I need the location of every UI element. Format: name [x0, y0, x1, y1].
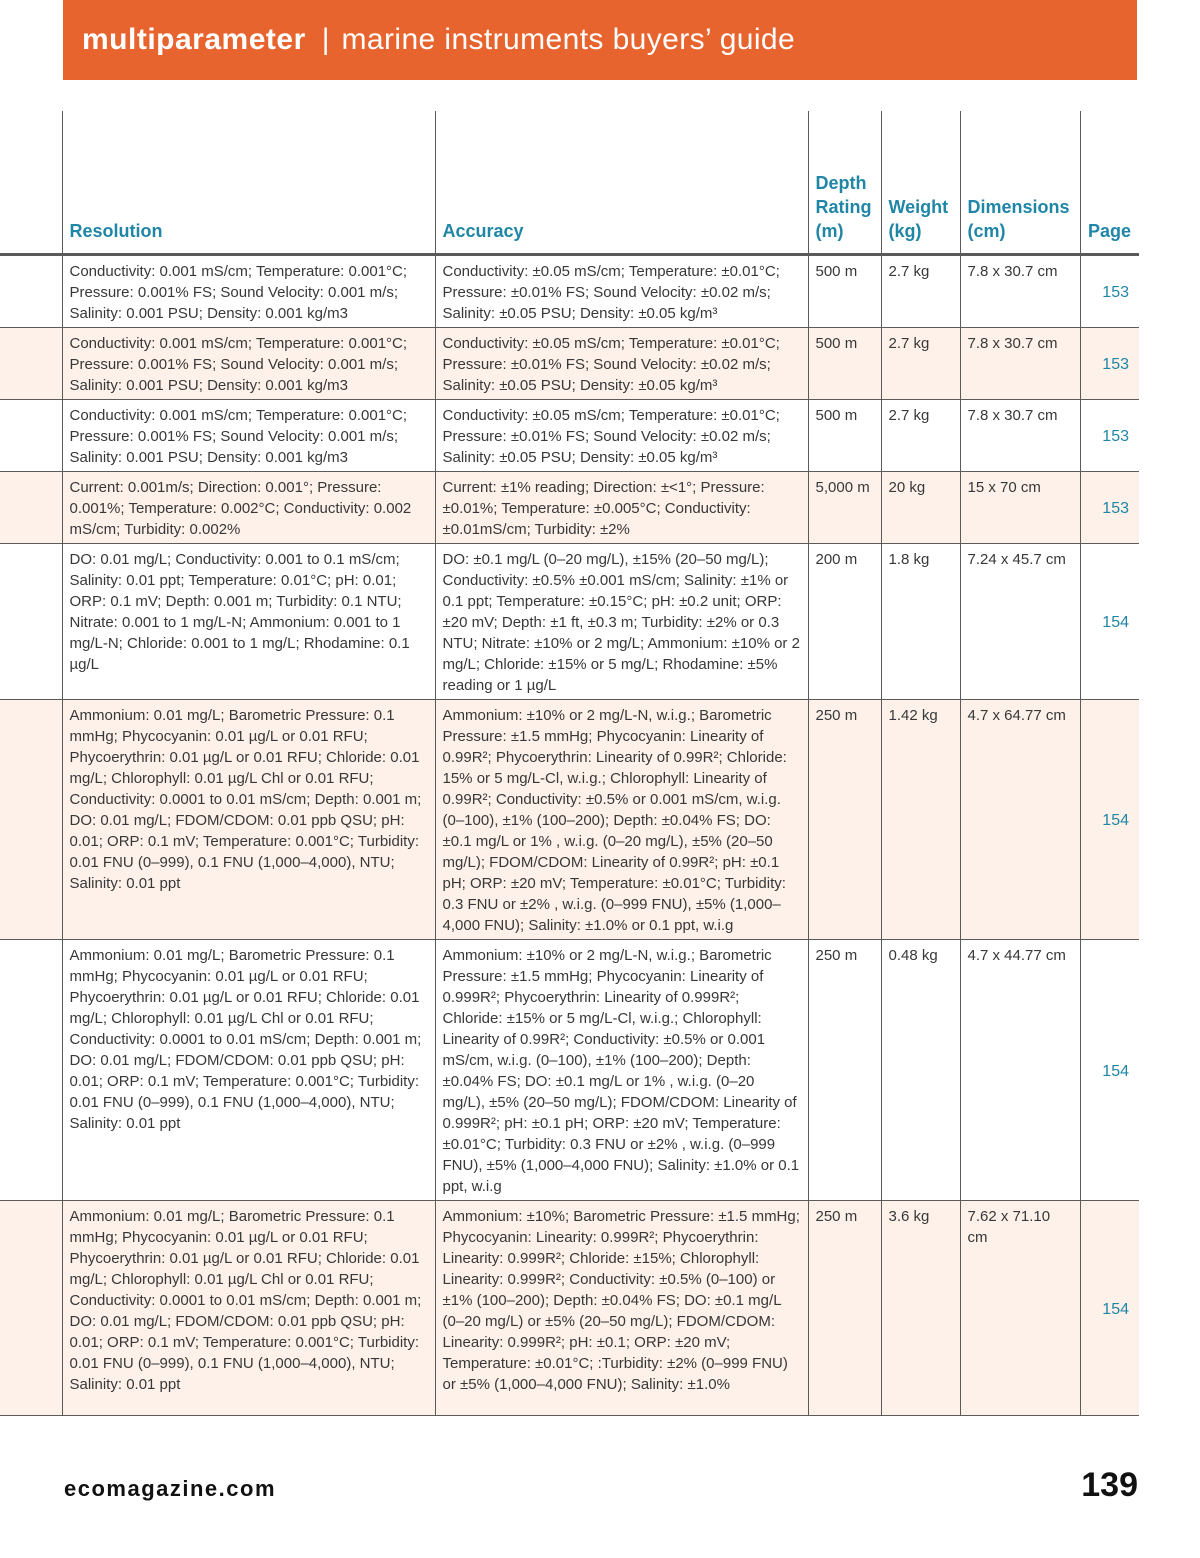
accuracy-cell: DO: ±0.1 mg/L (0–20 mg/L), ±15% (20–50 mg/L); Conductivity: ±0.5% ±0.001 mS/cm; Salinity: ±1% or 0.1 ppt; Temperature: ±0.15°C; pH: ±0.2 unit; ORP: ±20 mV; Depth: ±1 ft, ±0.3 m; Turbidity: ±2% or 0.3 NTU; Nitrate: ±10% or 2 mg/L; Ammonium: ±10% or 2 mg/L; Chloride: ±15% or 5 mg/L; Rhodamine: ±5% reading or 1 µg/L [435, 544, 808, 700]
page-link[interactable]: 154 [1080, 1201, 1139, 1416]
depth-cell: 250 m [808, 1201, 881, 1416]
footer-page-number: 139 [1081, 1466, 1138, 1504]
header-accuracy: Accuracy [435, 111, 808, 255]
header-page: Page [1080, 111, 1139, 255]
weight-cell: 20 kg [881, 472, 960, 544]
row-spacer [0, 472, 62, 544]
accuracy-cell: Ammonium: ±10% or 2 mg/L-N, w.i.g.; Barometric Pressure: ±1.5 mmHg; Phycocyanin: Linearity of 0.99R²; Phycoerythrin: Linearity of 0.99R²; Chloride: 15% or 5 mg/L-Cl, w.i.g.; Chlorophyll: Linearity of 0.99R²; Conductivity: ±0.5% or 0.001 mS/cm, w.i.g. (0–100), ±1% (100–200); Depth: ±0.04% FS; DO: ±0.1 mg/L or 1% , w.i.g. (0–20 mg/L), ±5% (20–50 mg/L); FDOM/CDOM: Linearity of 0.99R²; pH: ±0.1 pH; ORP: ±20 mV; Temperature: ±0.01°C; Turbidity: 0.3 FNU or ±2% , w.i.g. (0–999 FNU), ±5% (1,000–4,000 FNU); Salinity: ±1.0% or 0.1 ppt, w.i.g [435, 700, 808, 940]
dimensions-cell: 15 x 70 cm [960, 472, 1080, 544]
accuracy-cell: Conductivity: ±0.05 mS/cm; Temperature: ±0.01°C; Pressure: ±0.01% FS; Sound Velocity: ±0.02 m/s; Salinity: ±0.05 PSU; Density: ±0.05 kg/m³ [435, 255, 808, 328]
page-link[interactable]: 154 [1080, 700, 1139, 940]
header-dimensions: Dimensions (cm) [960, 111, 1080, 255]
depth-cell: 250 m [808, 940, 881, 1201]
header-resolution: Resolution [62, 111, 435, 255]
table-row [0, 700, 1139, 940]
row-spacer [0, 328, 62, 400]
weight-cell: 2.7 kg [881, 255, 960, 328]
header-weight: Weight (kg) [881, 111, 960, 255]
resolution-cell: Ammonium: 0.01 mg/L; Barometric Pressure: 0.1 mmHg; Phycocyanin: 0.01 µg/L or 0.01 RFU; Phycoerythrin: 0.01 µg/L or 0.01 RFU; Chloride: 0.01 mg/L; Chlorophyll: 0.01 µg/L Chl or 0.01 RFU; Conductivity: 0.0001 to 0.01 mS/cm; Depth: 0.001 m; DO: 0.01 mg/L; FDOM/CDOM: 0.01 ppb QSU; pH: 0.01; ORP: 0.1 mV; Temperature: 0.001°C; Turbidity: 0.01 FNU (0–999), 0.1 FNU (1,000–4,000), NTU; Salinity: 0.01 ppt [62, 1201, 435, 1416]
depth-cell: 200 m [808, 544, 881, 700]
weight-cell: 0.48 kg [881, 940, 960, 1201]
dimensions-cell: 7.8 x 30.7 cm [960, 328, 1080, 400]
page-link[interactable]: 153 [1080, 255, 1139, 328]
accuracy-cell: Conductivity: ±0.05 mS/cm; Temperature: ±0.01°C; Pressure: ±0.01% FS; Sound Velocity: ±0.02 m/s; Salinity: ±0.05 PSU; Density: ±0.05 kg/m³ [435, 400, 808, 472]
table-row [0, 255, 1139, 328]
dimensions-cell: 7.8 x 30.7 cm [960, 400, 1080, 472]
row-spacer [0, 544, 62, 700]
row-spacer [0, 940, 62, 1201]
accuracy-cell: Current: ±1% reading; Direction: ±<1°; Pressure: ±0.01%; Temperature: ±0.005°C; Conductivity: ±0.01mS/cm; Turbidity: ±2% [435, 472, 808, 544]
dimensions-cell: 4.7 x 64.77 cm [960, 700, 1080, 940]
weight-cell: 1.42 kg [881, 700, 960, 940]
table-row [0, 328, 1139, 400]
table-row [0, 1201, 1139, 1416]
resolution-cell: Conductivity: 0.001 mS/cm; Temperature: 0.001°C; Pressure: 0.001% FS; Sound Velocity: 0.001 m/s; Salinity: 0.001 PSU; Density: 0.001 kg/m3 [62, 255, 435, 328]
page-link[interactable]: 154 [1080, 940, 1139, 1201]
resolution-cell: Conductivity: 0.001 mS/cm; Temperature: 0.001°C; Pressure: 0.001% FS; Sound Velocity: 0.001 m/s; Salinity: 0.001 PSU; Density: 0.001 kg/m3 [62, 400, 435, 472]
row-spacer [0, 700, 62, 940]
dimensions-cell: 4.7 x 44.77 cm [960, 940, 1080, 1201]
table-row [0, 544, 1139, 700]
page-link[interactable]: 153 [1080, 328, 1139, 400]
table-row [0, 472, 1139, 544]
resolution-cell: Conductivity: 0.001 mS/cm; Temperature: 0.001°C; Pressure: 0.001% FS; Sound Velocity: 0.001 m/s; Salinity: 0.001 PSU; Density: 0.001 kg/m3 [62, 328, 435, 400]
resolution-cell: DO: 0.01 mg/L; Conductivity: 0.001 to 0.1 mS/cm; Salinity: 0.01 ppt; Temperature: 0.01°C; pH: 0.01; ORP: 0.1 mV; Depth: 0.001 m; Turbidity: 0.1 NTU; Nitrate: 0.001 to 1 mg/L-N; Ammonium: 0.001 to 1 mg/L-N; Chloride: 0.001 to 1 mg/L; Rhodamine: 0.1 µg/L [62, 544, 435, 700]
dimensions-cell: 7.8 x 30.7 cm [960, 255, 1080, 328]
section-name: multiparameter [82, 23, 306, 56]
table-row [0, 940, 1139, 1201]
depth-cell: 500 m [808, 400, 881, 472]
weight-cell: 2.7 kg [881, 400, 960, 472]
resolution-cell: Current: 0.001m/s; Direction: 0.001°; Pressure: 0.001%; Temperature: 0.002°C; Conductivity: 0.002 mS/cm; Turbidity: 0.002% [62, 472, 435, 544]
section-banner [63, 0, 1137, 80]
header-spacer [0, 111, 62, 255]
title-separator: | [321, 23, 330, 56]
accuracy-cell: Ammonium: ±10%; Barometric Pressure: ±1.5 mmHg; Phycocyanin: Linearity: 0.999R²; Phycoerythrin: Linearity: 0.999R²; Chloride: ±15%; Chlorophyll: Linearity: 0.999R²; Conductivity: ±0.5% (0–100) or ±1% (100–200); Depth: ±0.04% FS; DO: ±0.1 mg/L (0–20 mg/L) or ±5% (20–50 mg/L); FDOM/CDOM: Linearity: 0.999R²; pH: ±0.1; ORP: ±20 mV; Temperature: ±0.01°C; :Turbidity: ±2% (0–999 FNU) or ±5% (1,000–4,000 FNU); Salinity: ±1.0% [435, 1201, 808, 1416]
row-spacer [0, 1201, 62, 1416]
guide-title: marine instruments buyers’ guide [341, 23, 796, 56]
resolution-cell: Ammonium: 0.01 mg/L; Barometric Pressure: 0.1 mmHg; Phycocyanin: 0.01 µg/L or 0.01 RFU; Phycoerythrin: 0.01 µg/L or 0.01 RFU; Chloride: 0.01 mg/L; Chlorophyll: 0.01 µg/L Chl or 0.01 RFU; Conductivity: 0.0001 to 0.01 mS/cm; Depth: 0.001 m; DO: 0.01 mg/L; FDOM/CDOM: 0.01 ppb QSU; pH: 0.01; ORP: 0.1 mV; Temperature: 0.001°C; Turbidity: 0.01 FNU (0–999), 0.1 FNU (1,000–4,000), NTU; Salinity: 0.01 ppt [62, 700, 435, 940]
weight-cell: 2.7 kg [881, 328, 960, 400]
weight-cell: 1.8 kg [881, 544, 960, 700]
header-depth-rating: Depth Rating (m) [808, 111, 881, 255]
dimensions-cell: 7.24 x 45.7 cm [960, 544, 1080, 700]
depth-cell: 5,000 m [808, 472, 881, 544]
depth-cell: 250 m [808, 700, 881, 940]
dimensions-cell: 7.62 x 71.10 cm [960, 1201, 1080, 1416]
footer-website[interactable]: ecomagazine.com [64, 1476, 277, 1501]
table-header-row [0, 111, 1139, 255]
row-spacer [0, 255, 62, 328]
accuracy-cell: Conductivity: ±0.05 mS/cm; Temperature: ±0.01°C; Pressure: ±0.01% FS; Sound Velocity: ±0.02 m/s; Salinity: ±0.05 PSU; Density: ±0.05 kg/m³ [435, 328, 808, 400]
page-link[interactable]: 153 [1080, 472, 1139, 544]
depth-cell: 500 m [808, 328, 881, 400]
resolution-cell: Ammonium: 0.01 mg/L; Barometric Pressure: 0.1 mmHg; Phycocyanin: 0.01 µg/L or 0.01 RFU; Phycoerythrin: 0.01 µg/L or 0.01 RFU; Chloride: 0.01 mg/L; Chlorophyll: 0.01 µg/L Chl or 0.01 RFU; Conductivity: 0.0001 to 0.01 mS/cm; Depth: 0.001 m; DO: 0.01 mg/L; FDOM/CDOM: 0.01 ppb QSU; pH: 0.01; ORP: 0.1 mV; Temperature: 0.001°C; Turbidity: 0.01 FNU (0–999), 0.1 FNU (1,000–4,000), NTU; Salinity: 0.01 ppt [62, 940, 435, 1201]
row-spacer [0, 400, 62, 472]
depth-cell: 500 m [808, 255, 881, 328]
page-link[interactable]: 154 [1080, 544, 1139, 700]
accuracy-cell: Ammonium: ±10% or 2 mg/L-N, w.i.g.; Barometric Pressure: ±1.5 mmHg; Phycocyanin: Linearity of 0.999R²; Phycoerythrin: Linearity of 0.999R²; Chloride: ±15% or 5 mg/L-Cl, w.i.g.; Chlorophyll: Linearity of 0.99R²; Conductivity: ±0.5% or 0.001 mS/cm, w.i.g. (0–100), ±1% (100–200); Depth: ±0.04% FS; DO: ±0.1 mg/L or 1% , w.i.g. (0–20 mg/L), ±5% (20–50 mg/L); FDOM/CDOM: Linearity of 0.999R²; pH: ±0.1 pH; ORP: ±20 mV; Temperature: ±0.01°C; Turbidity: 0.3 FNU or ±2% , w.i.g. (0–999 FNU), ±5% (1,000–4,000 FNU); Salinity: ±1.0% or 0.1 ppt, w.i.g [435, 940, 808, 1201]
table-row [0, 400, 1139, 472]
weight-cell: 3.6 kg [881, 1201, 960, 1416]
specifications-table [0, 111, 1139, 1416]
page-link[interactable]: 153 [1080, 400, 1139, 472]
